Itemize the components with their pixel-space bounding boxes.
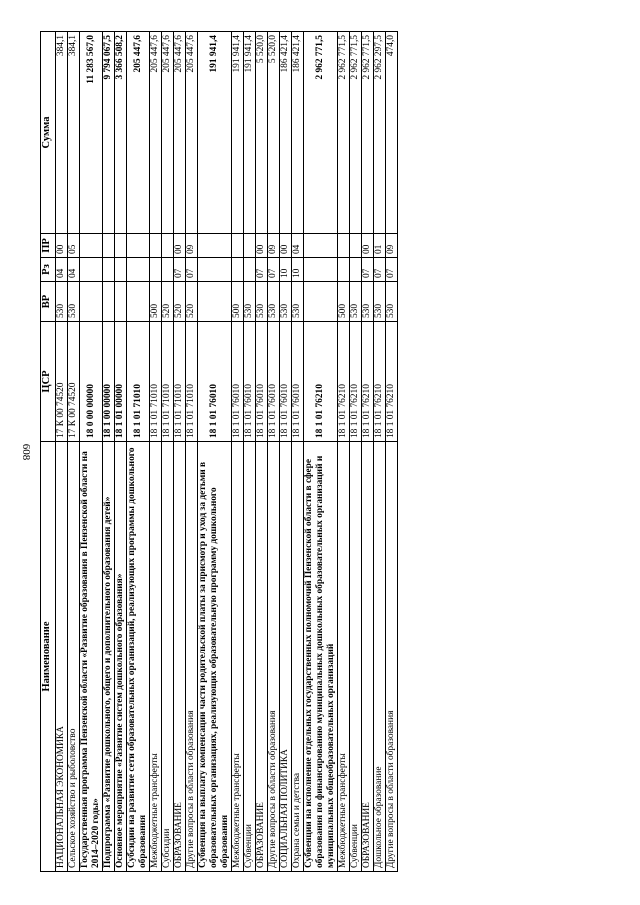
cell-pr [103, 234, 115, 258]
cell-csr: 18 1 01 76010 [244, 322, 256, 442]
table-row [186, 32, 198, 872]
cell-csr: 18 1 01 76210 [304, 322, 338, 442]
cell-vr: 530 [68, 282, 80, 322]
cell-name: Другие вопросы в области образования [186, 442, 198, 872]
table-header-row [41, 32, 56, 872]
table-row [304, 32, 338, 872]
cell-csr: 18 0 00 00000 [80, 322, 103, 442]
cell-csr: 18 1 01 76010 [198, 322, 232, 442]
cell-rz: 07 [268, 258, 280, 282]
cell-sum: 191 941,4 [198, 32, 232, 234]
cell-sum: 11 283 567,0 [80, 32, 103, 234]
cell-vr: 530 [268, 282, 280, 322]
cell-vr: 500 [150, 282, 162, 322]
cell-vr: 520 [174, 282, 186, 322]
cell-name: НАЦИОНАЛЬНАЯ ЭКОНОМИКА [56, 442, 68, 872]
cell-pr [338, 234, 350, 258]
cell-name: Охрана семьи и детства [292, 442, 304, 872]
cell-name: СОЦИАЛЬНАЯ ПОЛИТИКА [280, 442, 292, 872]
rotated-page [40, 32, 608, 872]
cell-pr: 09 [186, 234, 198, 258]
cell-sum: 2 962 297,5 [374, 32, 386, 234]
table-body [56, 32, 398, 872]
cell-name: Подпрограмма «Развитие дошкольного, общего и дополнительного образования детей» [103, 442, 115, 872]
cell-sum: 205 447,6 [150, 32, 162, 234]
cell-name: Субсидии на развитие сети образовательных организаций, реализующих программы дошкольного образования [127, 442, 150, 872]
cell-name: ОБРАЗОВАНИЕ [256, 442, 268, 872]
cell-rz [115, 258, 127, 282]
cell-pr [127, 234, 150, 258]
cell-name: Межбюджетные трансферты [232, 442, 244, 872]
cell-vr [103, 282, 115, 322]
cell-sum: 5 520,0 [256, 32, 268, 234]
table-row [362, 32, 374, 872]
cell-name: Основное мероприятие «Развитие систем дошкольного образования» [115, 442, 127, 872]
table-row [232, 32, 244, 872]
cell-rz: 07 [374, 258, 386, 282]
cell-rz: 07 [386, 258, 398, 282]
cell-pr: 09 [386, 234, 398, 258]
cell-sum: 191 941,4 [244, 32, 256, 234]
cell-csr: 18 1 01 76010 [232, 322, 244, 442]
cell-pr: 00 [56, 234, 68, 258]
cell-sum: 191 941,4 [232, 32, 244, 234]
table-row [150, 32, 162, 872]
cell-pr: 05 [68, 234, 80, 258]
column-header-name: Наименование [41, 442, 56, 872]
cell-csr: 18 1 00 00000 [103, 322, 115, 442]
cell-sum: 5 520,0 [268, 32, 280, 234]
cell-name: Субсидии [162, 442, 174, 872]
cell-rz: 04 [56, 258, 68, 282]
cell-rz [304, 258, 338, 282]
cell-pr: 04 [292, 234, 304, 258]
table-row [280, 32, 292, 872]
cell-vr: 520 [162, 282, 174, 322]
table-row [56, 32, 68, 872]
cell-pr [244, 234, 256, 258]
cell-name: ОБРАЗОВАНИЕ [362, 442, 374, 872]
column-header-pr: ПР [41, 234, 56, 258]
table-row [338, 32, 350, 872]
cell-rz: 07 [186, 258, 198, 282]
table-row [115, 32, 127, 872]
cell-pr [80, 234, 103, 258]
cell-rz [162, 258, 174, 282]
cell-sum: 2 962 771,5 [350, 32, 362, 234]
table-row [162, 32, 174, 872]
cell-name: Субвенция на выплату компенсации части родительской платы за присмотр и уход за детьми в образовательных организациях, реализующих образовательную программу дошкольного образования [198, 442, 232, 872]
table-row [292, 32, 304, 872]
cell-pr: 00 [256, 234, 268, 258]
cell-name: Межбюджетные трансферты [338, 442, 350, 872]
cell-sum: 384,1 [56, 32, 68, 234]
cell-name: Межбюджетные трансферты [150, 442, 162, 872]
cell-name: Другие вопросы в области образования [386, 442, 398, 872]
table-row [68, 32, 80, 872]
cell-sum: 186 421,4 [280, 32, 292, 234]
cell-vr [80, 282, 103, 322]
cell-pr: 00 [362, 234, 374, 258]
cell-rz: 07 [362, 258, 374, 282]
cell-name: Субвенции [350, 442, 362, 872]
cell-vr [115, 282, 127, 322]
cell-csr: 17 К 00 74520 [68, 322, 80, 442]
cell-pr: 00 [174, 234, 186, 258]
cell-rz [198, 258, 232, 282]
cell-csr: 18 1 01 76210 [350, 322, 362, 442]
cell-rz [232, 258, 244, 282]
cell-csr: 18 1 01 71010 [174, 322, 186, 442]
cell-sum: 3 366 508,2 [115, 32, 127, 234]
cell-csr: 18 1 01 71010 [127, 322, 150, 442]
cell-rz: 10 [280, 258, 292, 282]
cell-vr: 500 [232, 282, 244, 322]
cell-sum: 2 962 771,5 [304, 32, 338, 234]
cell-rz: 04 [68, 258, 80, 282]
cell-pr [350, 234, 362, 258]
cell-vr: 530 [56, 282, 68, 322]
cell-csr: 17 К 00 74520 [56, 322, 68, 442]
table-row [103, 32, 115, 872]
cell-csr: 18 1 01 76010 [268, 322, 280, 442]
cell-pr [304, 234, 338, 258]
table-row [80, 32, 103, 872]
cell-sum: 2 962 771,5 [362, 32, 374, 234]
cell-name: Субвенции [244, 442, 256, 872]
cell-rz: 10 [292, 258, 304, 282]
cell-name: Дошкольное образование [374, 442, 386, 872]
cell-rz [150, 258, 162, 282]
cell-vr: 530 [292, 282, 304, 322]
cell-rz [80, 258, 103, 282]
cell-vr [127, 282, 150, 322]
table-row [198, 32, 232, 872]
cell-vr [198, 282, 232, 322]
cell-sum: 205 447,6 [162, 32, 174, 234]
cell-csr: 18 1 01 76210 [374, 322, 386, 442]
cell-vr: 520 [186, 282, 198, 322]
cell-csr: 18 1 01 76210 [338, 322, 350, 442]
cell-vr: 530 [280, 282, 292, 322]
cell-vr: 530 [244, 282, 256, 322]
table-row [350, 32, 362, 872]
table-row [374, 32, 386, 872]
table-row [244, 32, 256, 872]
cell-csr: 18 1 01 71010 [162, 322, 174, 442]
cell-sum: 205 447,6 [174, 32, 186, 234]
cell-sum: 186 421,4 [292, 32, 304, 234]
cell-name: ОБРАЗОВАНИЕ [174, 442, 186, 872]
cell-sum: 205 447,6 [127, 32, 150, 234]
table-row [256, 32, 268, 872]
cell-sum: 2 962 771,5 [338, 32, 350, 234]
cell-sum: 384,1 [68, 32, 80, 234]
cell-csr: 18 1 01 76210 [386, 322, 398, 442]
cell-name: Государственная программа Пензенской области «Развитие образования в Пензенской области на 2014–2020 годы» [80, 442, 103, 872]
column-header-rz: Рз [41, 258, 56, 282]
table-row [174, 32, 186, 872]
table-row [268, 32, 280, 872]
cell-rz [244, 258, 256, 282]
cell-pr [232, 234, 244, 258]
cell-vr: 530 [350, 282, 362, 322]
budget-table [40, 31, 398, 872]
cell-vr: 500 [338, 282, 350, 322]
cell-sum: 474,0 [386, 32, 398, 234]
cell-pr [198, 234, 232, 258]
cell-csr: 18 1 01 71010 [186, 322, 198, 442]
cell-pr: 09 [268, 234, 280, 258]
budget-table-sheet [40, 32, 608, 872]
cell-rz: 07 [174, 258, 186, 282]
column-header-sum: Сумма [41, 32, 56, 234]
column-header-vr: ВР [41, 282, 56, 322]
cell-pr [150, 234, 162, 258]
cell-csr: 18 1 01 76010 [256, 322, 268, 442]
table-row [127, 32, 150, 872]
cell-csr: 18 1 01 71010 [150, 322, 162, 442]
cell-rz [338, 258, 350, 282]
cell-pr: 01 [374, 234, 386, 258]
cell-name: Субвенции на исполнение отдельных государственных полномочий Пензенской области в сфере образования по финансированию муниципальных дошкольных образовательных организаций и муниципальных общеобразовательных организаций [304, 442, 338, 872]
cell-rz [350, 258, 362, 282]
cell-name: Другие вопросы в области образования [268, 442, 280, 872]
cell-sum: 9 794 067,5 [103, 32, 115, 234]
cell-name: Сельское хозяйство и рыболовство [68, 442, 80, 872]
cell-pr [162, 234, 174, 258]
cell-csr: 18 1 01 00000 [115, 322, 127, 442]
cell-sum: 205 447,6 [186, 32, 198, 234]
cell-pr [115, 234, 127, 258]
cell-rz [103, 258, 115, 282]
cell-rz [127, 258, 150, 282]
cell-csr: 18 1 01 76010 [292, 322, 304, 442]
cell-csr: 18 1 01 76010 [280, 322, 292, 442]
table-row [386, 32, 398, 872]
cell-vr: 530 [386, 282, 398, 322]
cell-vr: 530 [374, 282, 386, 322]
cell-vr [304, 282, 338, 322]
cell-rz: 07 [256, 258, 268, 282]
column-header-csr: ЦСР [41, 322, 56, 442]
cell-vr: 530 [362, 282, 374, 322]
page-number: 608 [20, 443, 32, 461]
cell-vr: 530 [256, 282, 268, 322]
cell-pr: 00 [280, 234, 292, 258]
cell-csr: 18 1 01 76210 [362, 322, 374, 442]
